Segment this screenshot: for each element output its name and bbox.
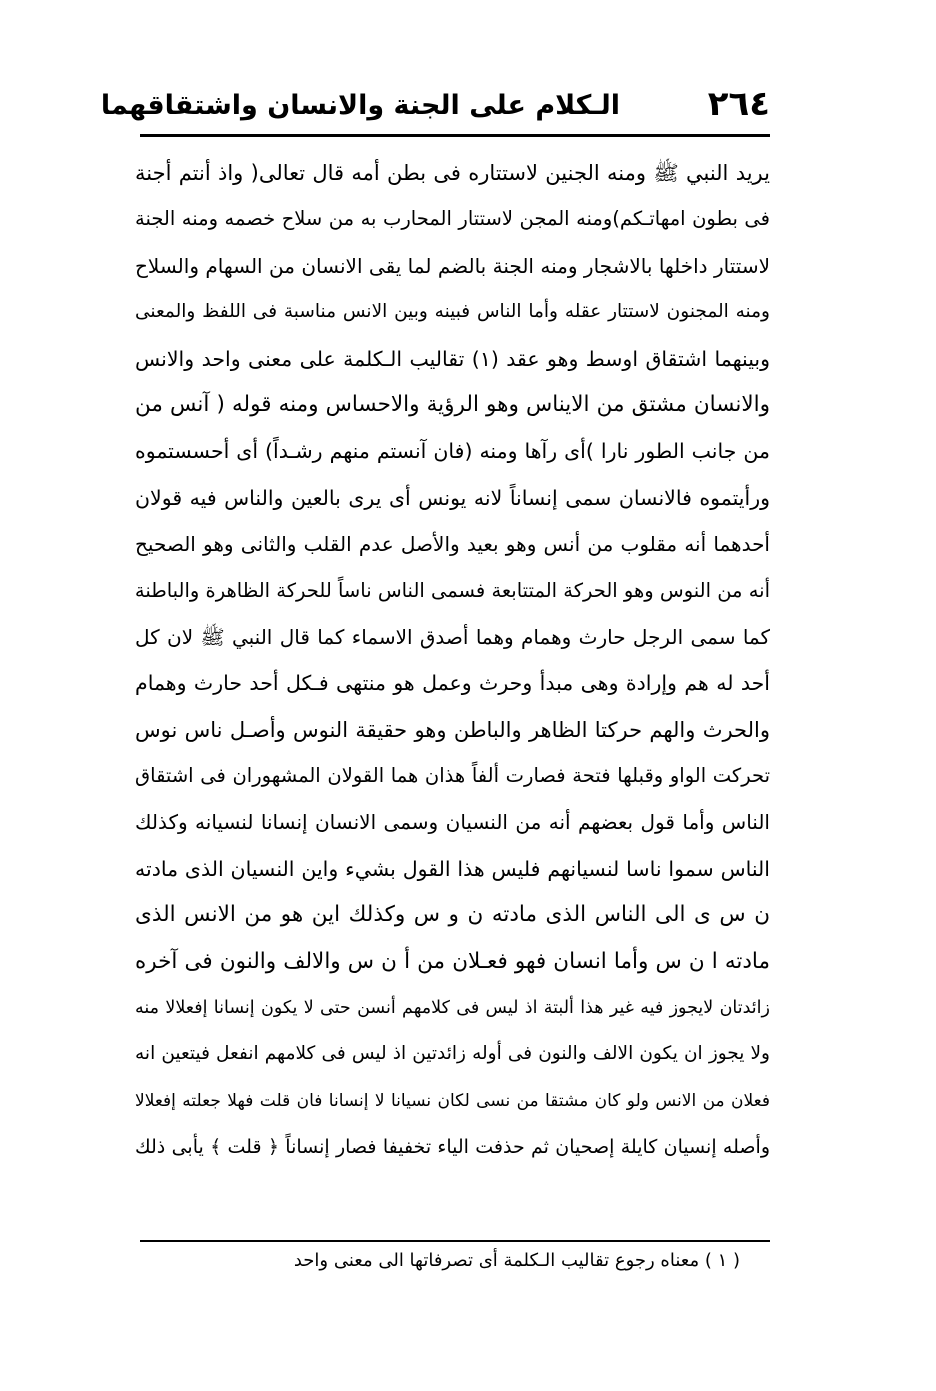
text-line: ولا يجوز ان يكون الالف والنون فى أوله زائدتين اذ ليس فى كلامهم انفعل فيتعين انه bbox=[135, 1043, 770, 1065]
text-line: تحركت الواو وقبلها فتحة فصارت ألفاً هذان هما القولان المشهوران فى اشتقاق bbox=[135, 764, 770, 788]
text-line: الناس وأما قول بعضهم أنه من النسيان وسمى الانسان إنسانا لنسيانه وكذلك bbox=[135, 810, 770, 835]
text-line: أنه من النوس وهو الحركة المتتابعة فسمى الناس ناساً للحركة الظاهرة والباطنة bbox=[135, 578, 770, 602]
text-line: ن س ى الى الناس الذى مادته ن و س وكذلك اين هو من الانس الذى bbox=[135, 902, 770, 928]
text-line: وبينهما اشتقاق اوسط وهو عقد (١) تقاليب الـكلمة على معنى واحد والانس bbox=[135, 346, 770, 371]
footnote-rule bbox=[140, 1240, 770, 1242]
text-line: فى بطون امهاتـكم)ومنه المجن لاستتار المحارب به من سلاح خصمه ومنه الجنة bbox=[135, 207, 770, 231]
text-line: الناس سموا ناسا لنسيانهم فليس هذا القول بشيء واين النسيان الذى مادته bbox=[135, 856, 770, 881]
text-line: من جانب الطور نارا )أى رآها ومنه (فان آنستم منهم رشـداً) أى أحسستموه bbox=[135, 439, 770, 464]
footnote: ( ١ ) معناه رجوع تقاليب الـكلمة أى تصرفاتها الى معنى واحد bbox=[293, 1250, 740, 1271]
text-line: أحد له هم وإرادة وهى مبدأ وحرث وعمل هو منتهى فـكل أحد حارث وهمام bbox=[135, 671, 770, 696]
text-line: مادته ا ن س وأما انسان فهو فعـلان من أ ن س والالف والنون فى آخره bbox=[135, 948, 770, 974]
text-line: كما سمى الرجل حارث وهمام وهما أصدق الاسماء كما قال النبي ﷺ لان كل bbox=[135, 624, 770, 649]
text-line: ومنه المجنون لاستتار عقله وأما الناس فبينه وبين الانس مناسبة فى اللفظ والمعنى bbox=[135, 301, 770, 323]
text-line: والحرث والهم حركتا الظاهر والباطن وهو حقيقة النوس وأصـل ناس نوس bbox=[135, 717, 770, 742]
text-line: فعلان من الانس ولو كان مشتقا من نسى لكان نسيانا لا إنسانا فان قلت فهلا جعلته إفعلالا bbox=[135, 1090, 770, 1111]
running-title: الـكلام على الجنة والانسان واشتقاقهما bbox=[100, 90, 620, 121]
text-line: أحدهما أنه مقلوب من أنس وهو بعيد والأصل عدم القلب والثانى وهو الصحيح bbox=[135, 532, 770, 557]
header-rule bbox=[140, 134, 770, 137]
page-header bbox=[100, 78, 770, 132]
text-line: يريد النبي ﷺ ومنه الجنين لاستتاره فى بطن أمه قال تعالى( واذ أنتم أجنة bbox=[135, 161, 770, 185]
text-line: وأصله إنسيان كايلة إصحيان ثم حذفت الياء تخفيفا فصار إنساناً ﴿ قلت ﴾ يأبى ذلك bbox=[135, 1136, 770, 1159]
page-number: ٢٦٤ bbox=[707, 84, 770, 124]
text-line: ورأيتموه فالانسان سمى إنساناً لانه يونس أى يرى بالعين والناس فيه قولان bbox=[135, 485, 770, 510]
text-line: زائدتان لايجوز فيه غير هذا ألبتة اذ ليس فى كلامهم أنسن حتى لا يكون إنسانا إفعلالا منه bbox=[135, 998, 770, 1019]
text-line: والانسان مشتق من الايناس وهو الرؤية والاحساس ومنه قوله ( آنس من bbox=[135, 391, 770, 417]
text-line: لاستتار داخلها بالاشجار ومنه الجنة بالضم لما يقى الانسان من السهام والسلاح bbox=[135, 253, 770, 278]
main-text bbox=[135, 150, 770, 1171]
